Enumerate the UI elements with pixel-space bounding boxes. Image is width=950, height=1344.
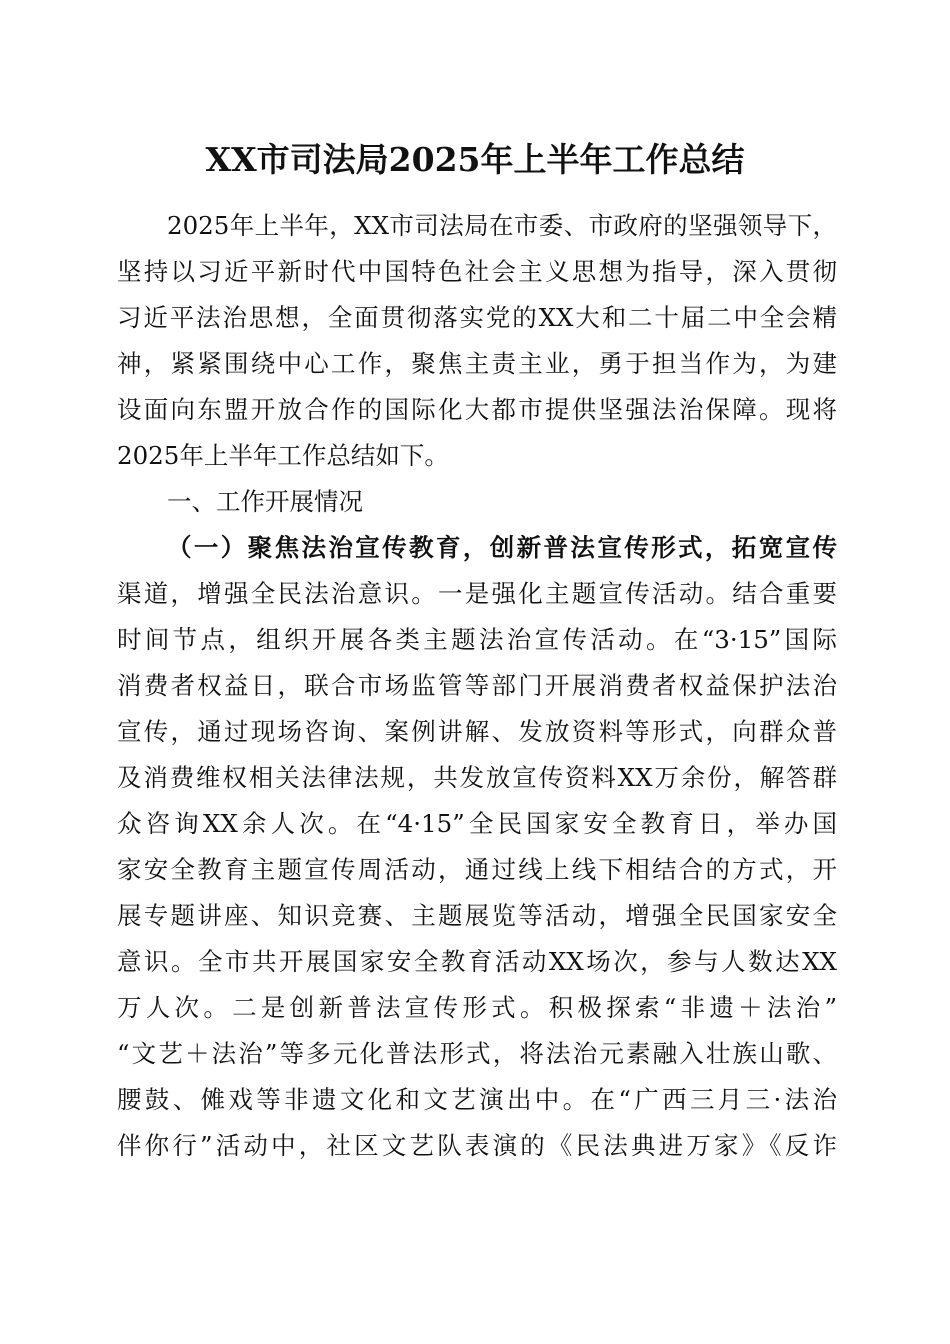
section-heading: 一、工作开展情况 — [167, 487, 363, 516]
intro-line-2: 坚持以习近平新时代中国特色社会主义思想为指导，深入贯彻 — [117, 257, 837, 286]
subsection-line-14: 伴你行”活动中，社区文艺队表演的《民法典进万家》《反诈 — [117, 1131, 837, 1160]
subsection-line-3: 时间节点，组织开展各类主题法治宣传活动。在“3·15”国际 — [117, 625, 837, 654]
subsection-line-10: 意识。全市共开展国家安全教育活动XX场次，参与人数达XX — [117, 947, 837, 976]
subsection-line-13: 腰鼓、傩戏等非遗文化和文艺演出中。在“广西三月三·法治 — [117, 1085, 837, 1114]
subsection-line-8: 家安全教育主题宣传周活动，通过线上线下相结合的方式，开 — [117, 855, 837, 884]
intro-line-4: 神，紧紧围绕中心工作，聚焦主责主业，勇于担当作为，为建 — [117, 349, 837, 378]
intro-line-3: 习近平法治思想，全面贯彻落实党的XX大和二十届二中全会精 — [117, 303, 837, 332]
subsection-line-2: 渠道，增强全民法治意识。一是强化主题宣传活动。结合重要 — [117, 579, 837, 608]
subsection-line-11: 万人次。二是创新普法宣传形式。积极探索“非遗＋法治” — [117, 993, 837, 1022]
subsection-line-4: 消费者权益日，联合市场监管等部门开展消费者权益保护法治 — [117, 671, 837, 700]
subsection-line-5: 宣传，通过现场咨询、案例讲解、发放资料等形式，向群众普 — [117, 717, 837, 746]
intro-line-5: 设面向东盟开放合作的国际化大都市提供坚强法治保障。现将 — [117, 395, 837, 424]
subsection-line-6: 及消费维权相关法律法规，共发放宣传资料XX万余份，解答群 — [117, 763, 837, 792]
document-body — [117, 203, 837, 1169]
intro-line-1: 2025年上半年，XX市司法局在市委、市政府的坚强领导下， — [167, 211, 837, 240]
subsection-line-12: “文艺＋法治”等多元化普法形式，将法治元素融入壮族山歌、 — [117, 1039, 837, 1068]
subsection-line-9: 展专题讲座、知识竞赛、主题展览等活动，增强全民国家安全 — [117, 901, 837, 930]
document-title: XX市司法局2025年上半年工作总结 — [205, 140, 745, 179]
intro-line-6: 2025年上半年工作总结如下。 — [117, 441, 449, 470]
subsection-line-7: 众咨询XX余人次。在“4·15”全民国家安全教育日，举办国 — [117, 809, 837, 838]
subsection-line-1: （一）聚焦法治宣传教育，创新普法宣传形式，拓宽宣传 — [167, 533, 837, 562]
